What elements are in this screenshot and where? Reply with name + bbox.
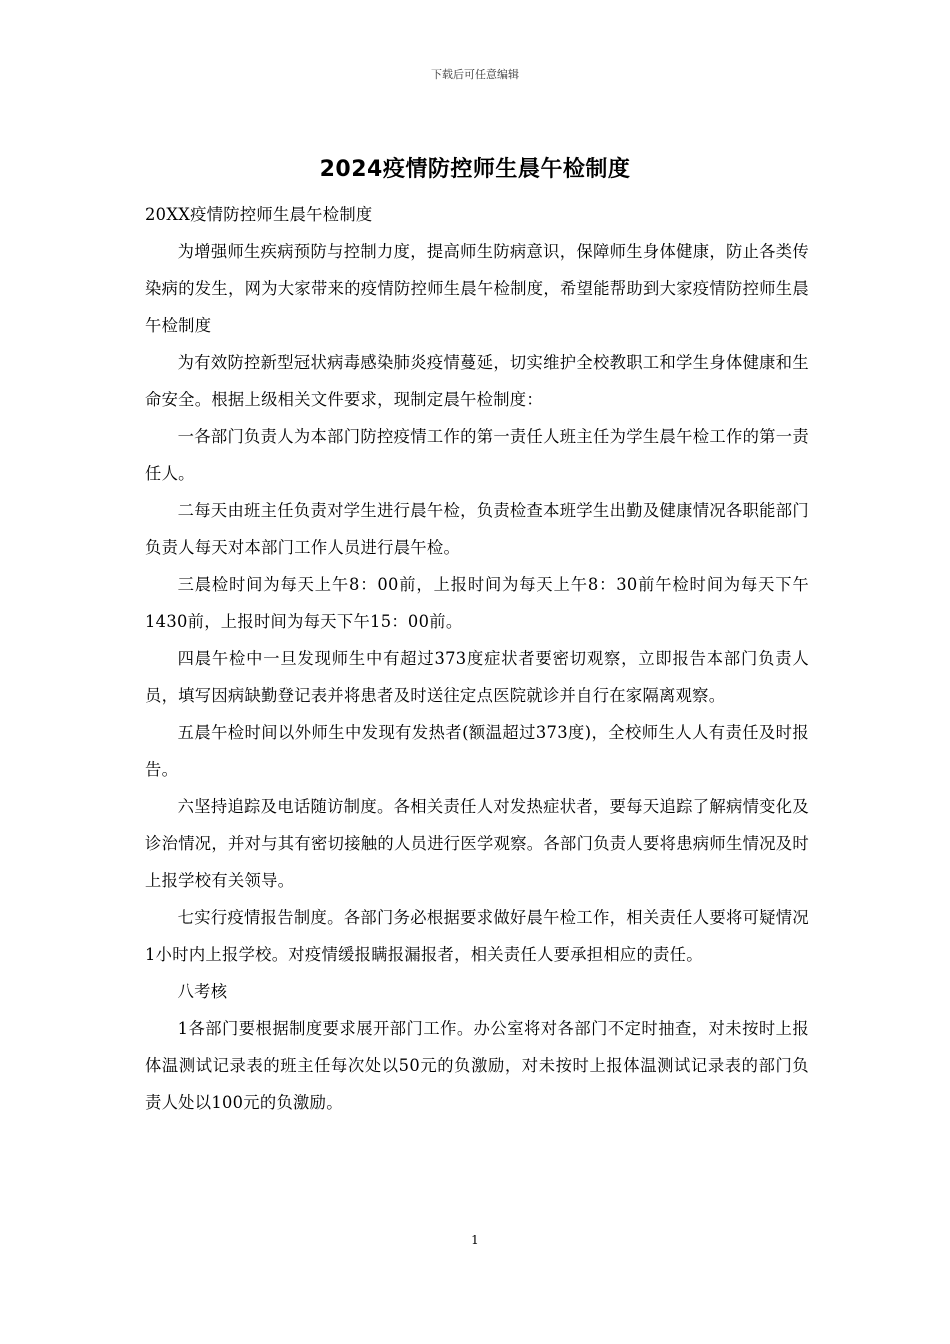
- header-note: 下载后可任意编辑: [431, 68, 519, 81]
- paragraph: 二每天由班主任负责对学生进行晨午检，负责检查本班学生出勤及健康情况各职能部门负责人每天对本部门工作人员进行晨午检。: [145, 501, 809, 557]
- document-title: 2024疫情防控师生晨午检制度: [319, 157, 631, 182]
- paragraph: 四晨午检中一旦发现师生中有超过373度症状者要密切观察，立即报告本部门负责人员，填写因病缺勤登记表并将患者及时送往定点医院就诊并自行在家隔离观察。: [145, 649, 809, 705]
- paragraph: 五晨午检时间以外师生中发现有发热者(额温超过373度)，全校师生人人有责任及时报告。: [145, 723, 809, 779]
- page-number: 1: [471, 1233, 479, 1247]
- paragraph: 七实行疫情报告制度。各部门务必根据要求做好晨午检工作，相关责任人要将可疑情况1小时内上报学校。对疫情缓报瞒报漏报者，相关责任人要承担相应的责任。: [145, 908, 809, 964]
- paragraph: 六坚持追踪及电话随访制度。各相关责任人对发热症状者，要每天追踪了解病情变化及诊治情况，并对与其有密切接触的人员进行医学观察。各部门负责人要将患病师生情况及时上报学校有关领导。: [145, 797, 809, 890]
- paragraph: 八考核: [177, 982, 228, 1001]
- paragraph: 三晨检时间为每天上午8：00前，上报时间为每天上午8：30前午检时间为每天下午1430前，上报时间为每天下午15：00前。: [145, 575, 809, 631]
- paragraph: 1各部门要根据制度要求展开部门工作。办公室将对各部门不定时抽查，对未按时上报体温测试记录表的班主任每次处以50元的负激励，对未按时上报体温测试记录表的部门负责人处以100元的负激励。: [145, 1019, 809, 1112]
- subtitle: 20XX疫情防控师生晨午检制度: [145, 205, 373, 224]
- document-body: [145, 196, 809, 1121]
- paragraph: 一各部门负责人为本部门防控疫情工作的第一责任人班主任为学生晨午检工作的第一责任人。: [145, 427, 809, 483]
- paragraph: 为增强师生疾病预防与控制力度，提高师生防病意识，保障师生身体健康，防止各类传染病的发生，网为大家带来的疫情防控师生晨午检制度，希望能帮助到大家疫情防控师生晨午检制度: [145, 242, 809, 335]
- paragraph: 为有效防控新型冠状病毒感染肺炎疫情蔓延，切实维护全校教职工和学生身体健康和生命安全。根据上级相关文件要求，现制定晨午检制度：: [145, 353, 809, 409]
